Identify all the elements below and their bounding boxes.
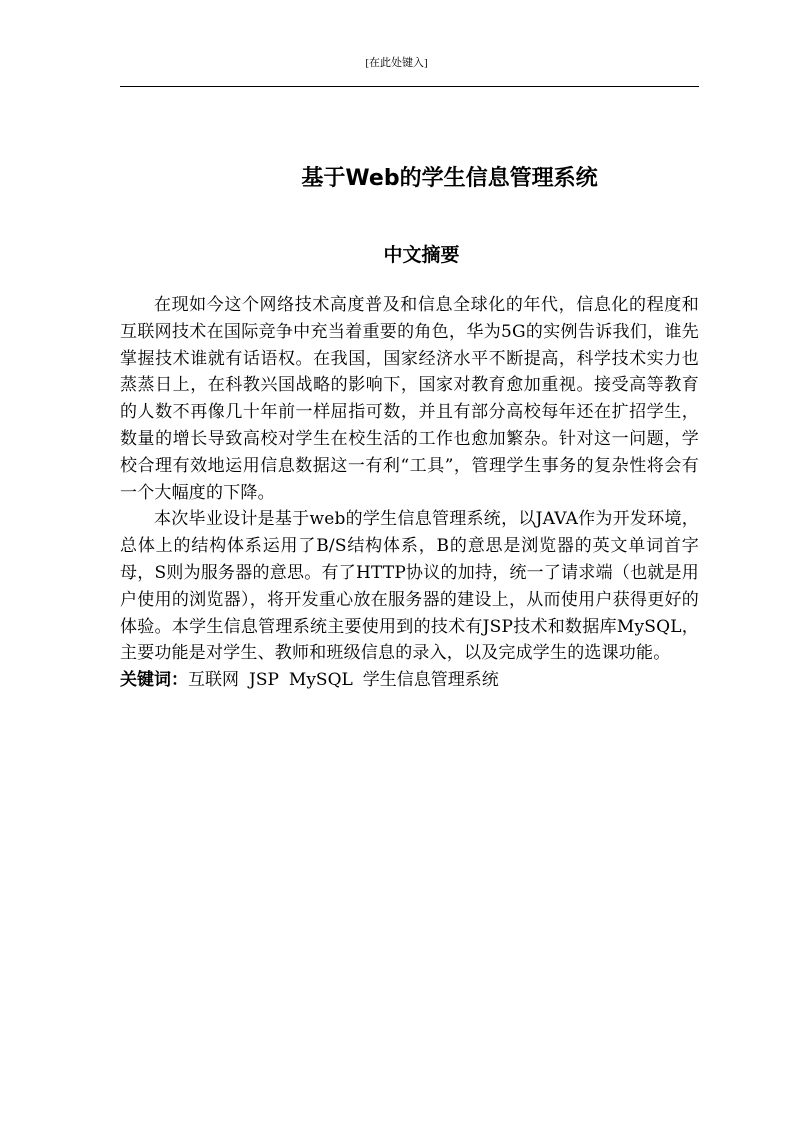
document-title: 基于Web的学生信息管理系统 <box>301 166 598 191</box>
abstract-paragraph: 在现如今这个网络技术高度普及和信息全球化的年代，信息化的程度和互联网技术在国际竞争中充当着重要的角色，华为5G的实例告诉我们，谁先掌握技术谁就有话语权。在我国，国家经济水平不断提高，科学技术实力也蒸蒸日上，在科教兴国战略的影响下，国家对教育愈加重视。接受高等教育的人数不再像几十年前一样屈指可数，并且有部分高校每年还在扩招学生，数量的增长导致高校对学生在校生活的工作也愈加繁杂。针对这一问题，学校合理有效地运用信息数据这一有利“工具”，管理学生事务的复杂性将会有一个大幅度的下降。 <box>120 295 699 503</box>
abstract-body <box>120 292 699 694</box>
keyword: 互联网 <box>188 670 239 691</box>
header-divider <box>120 86 699 87</box>
header-placeholder[interactable]: [在此处键入] <box>365 57 428 69</box>
keyword: JSP <box>249 670 279 691</box>
keywords-line <box>120 667 699 694</box>
keyword: MySQL <box>288 670 353 691</box>
keywords-label: 关键词： <box>120 670 188 691</box>
keyword: 学生信息管理系统 <box>362 670 499 691</box>
abstract-heading: 中文摘要 <box>383 244 460 266</box>
abstract-paragraph: 本次毕业设计是基于web的学生信息管理系统，以JAVA作为开发环境，总体上的结构体系运用了B/S结构体系，B的意思是浏览器的英文单词首字母，S则为服务器的意思。有了HTTP协议的加持，统一了请求端（也就是用户使用的浏览器），将开发重心放在服务器的建设上，从而使用户获得更好的体验。本学生信息管理系统主要使用到的技术有JSP技术和数据库MySQL，主要功能是对学生、教师和班级信息的录入，以及完成学生的选课功能。 <box>120 509 699 664</box>
